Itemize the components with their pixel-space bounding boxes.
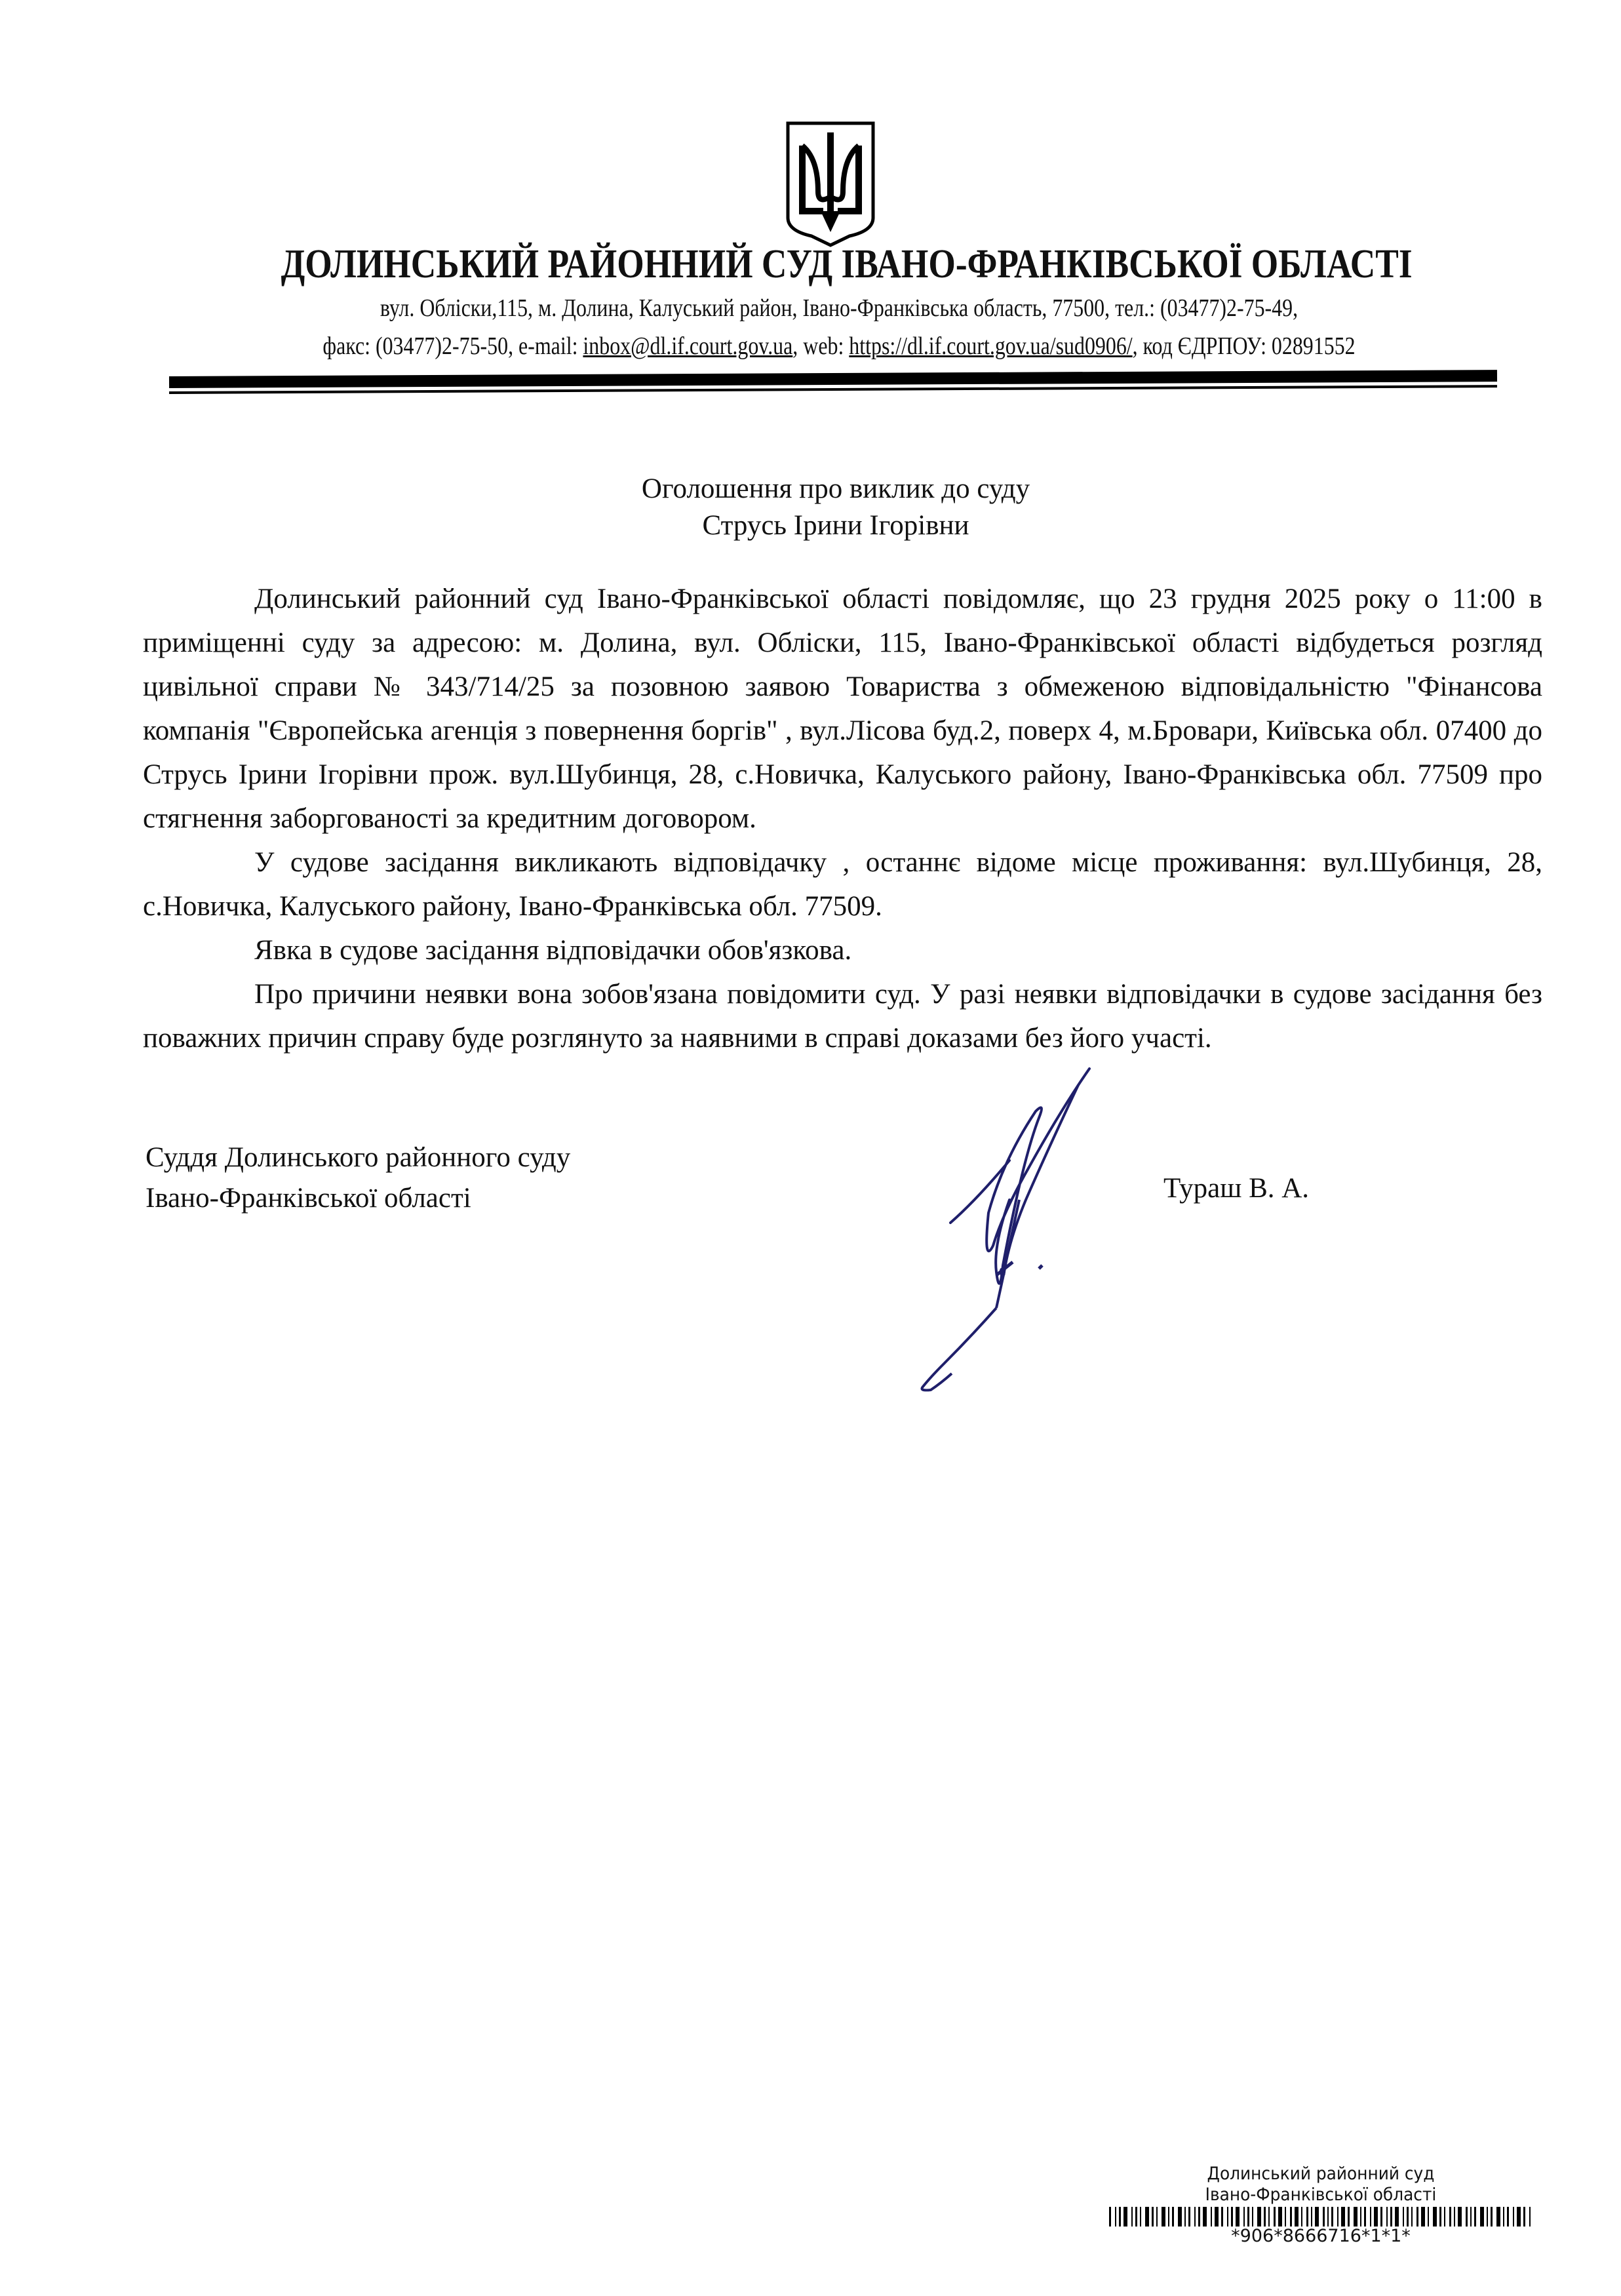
notice-title-line1: Оголошення про виклик до суду: [641, 473, 1030, 504]
fax-label: факс: (03477)2-75-50, e-mail:: [322, 332, 583, 360]
coat-of-arms-icon: [784, 119, 877, 248]
web-label: , web:: [792, 332, 850, 360]
barcode-icon: [1085, 2207, 1557, 2227]
web-link[interactable]: https://dl.if.court.gov.ua/sud0906/: [849, 332, 1133, 360]
court-name-heading: ДОЛИНСЬКИЙ РАЙОННИЙ СУД ІВАНО-ФРАНКІВСЬКОЇ ОБЛАСТІ: [281, 242, 1413, 287]
stamp-line1: Долинський районний суд: [1207, 2164, 1435, 2184]
body-paragraph: Про причини неявки вона зобов'язана повідомити суд. У разі неявки відповідачки в судове засідання без поважних причин справу буде розглянуто за наявними в справі доказами без його участі.: [143, 979, 1542, 1054]
notice-title-line2: Струсь Ірини Ігорівни: [702, 510, 969, 541]
email-link[interactable]: inbox@dl.if.court.gov.ua: [583, 332, 793, 360]
judge-position-line2: Івано-Франківської області: [146, 1183, 471, 1214]
body-paragraph: У судове засідання викликають відповідачку , останнє відоме місце проживання: вул.Шубинця, 28, с.Новичка, Калуського району, Івано-Франківська обл. 77509.: [143, 847, 1542, 922]
registry-stamp: [1085, 2164, 1557, 2246]
body-paragraph: Явка в судове засідання відповідачки обов'язкова.: [254, 935, 852, 966]
court-address: вул. Обліски,115, м. Долина, Калуський район, Івано-Франківська область, 77500, тел.: (03477)2-75-49,: [380, 294, 1299, 322]
judge-position-line1: Суддя Долинського районного суду: [146, 1142, 571, 1173]
notice-title: [459, 471, 1213, 544]
body-paragraph: Долинський районний суд Івано-Франківської області повідомляє, що 23 грудня 2025 року о 11:00 в приміщенні суду за адресою: м. Долина, вул. Обліски, 115, Івано-Франківської області відбудеться розгляд цивільної справи № 343/714/25 за позовною заявою Товариства з обмеженою відповідальністю "Фінансова компанія "Європейська агенція з повернення боргів" , вул.Лісова буд.2, поверх 4, м.Бровари, Київська обл. 07400 до Струсь Ірини Ігорівни прож. вул.Шубинця, 28, с.Новичка, Калуського району, Івано-Франківська обл. 77509 про стягнення заборгованості за кредитним договором.: [143, 584, 1542, 834]
judge-name: Тураш В. А.: [1163, 1173, 1310, 1204]
handwritten-signature-icon: [905, 1049, 1101, 1475]
judge-position: [146, 1138, 570, 1219]
notice-body: [143, 577, 1542, 1060]
court-contacts: [300, 332, 1378, 361]
barcode-number: *906*8666716*1*1*: [1231, 2226, 1411, 2246]
stamp-line2: Івано-Франківської області: [1205, 2185, 1437, 2205]
edrpou-code: , код ЄДРПОУ: 02891552: [1132, 332, 1356, 360]
